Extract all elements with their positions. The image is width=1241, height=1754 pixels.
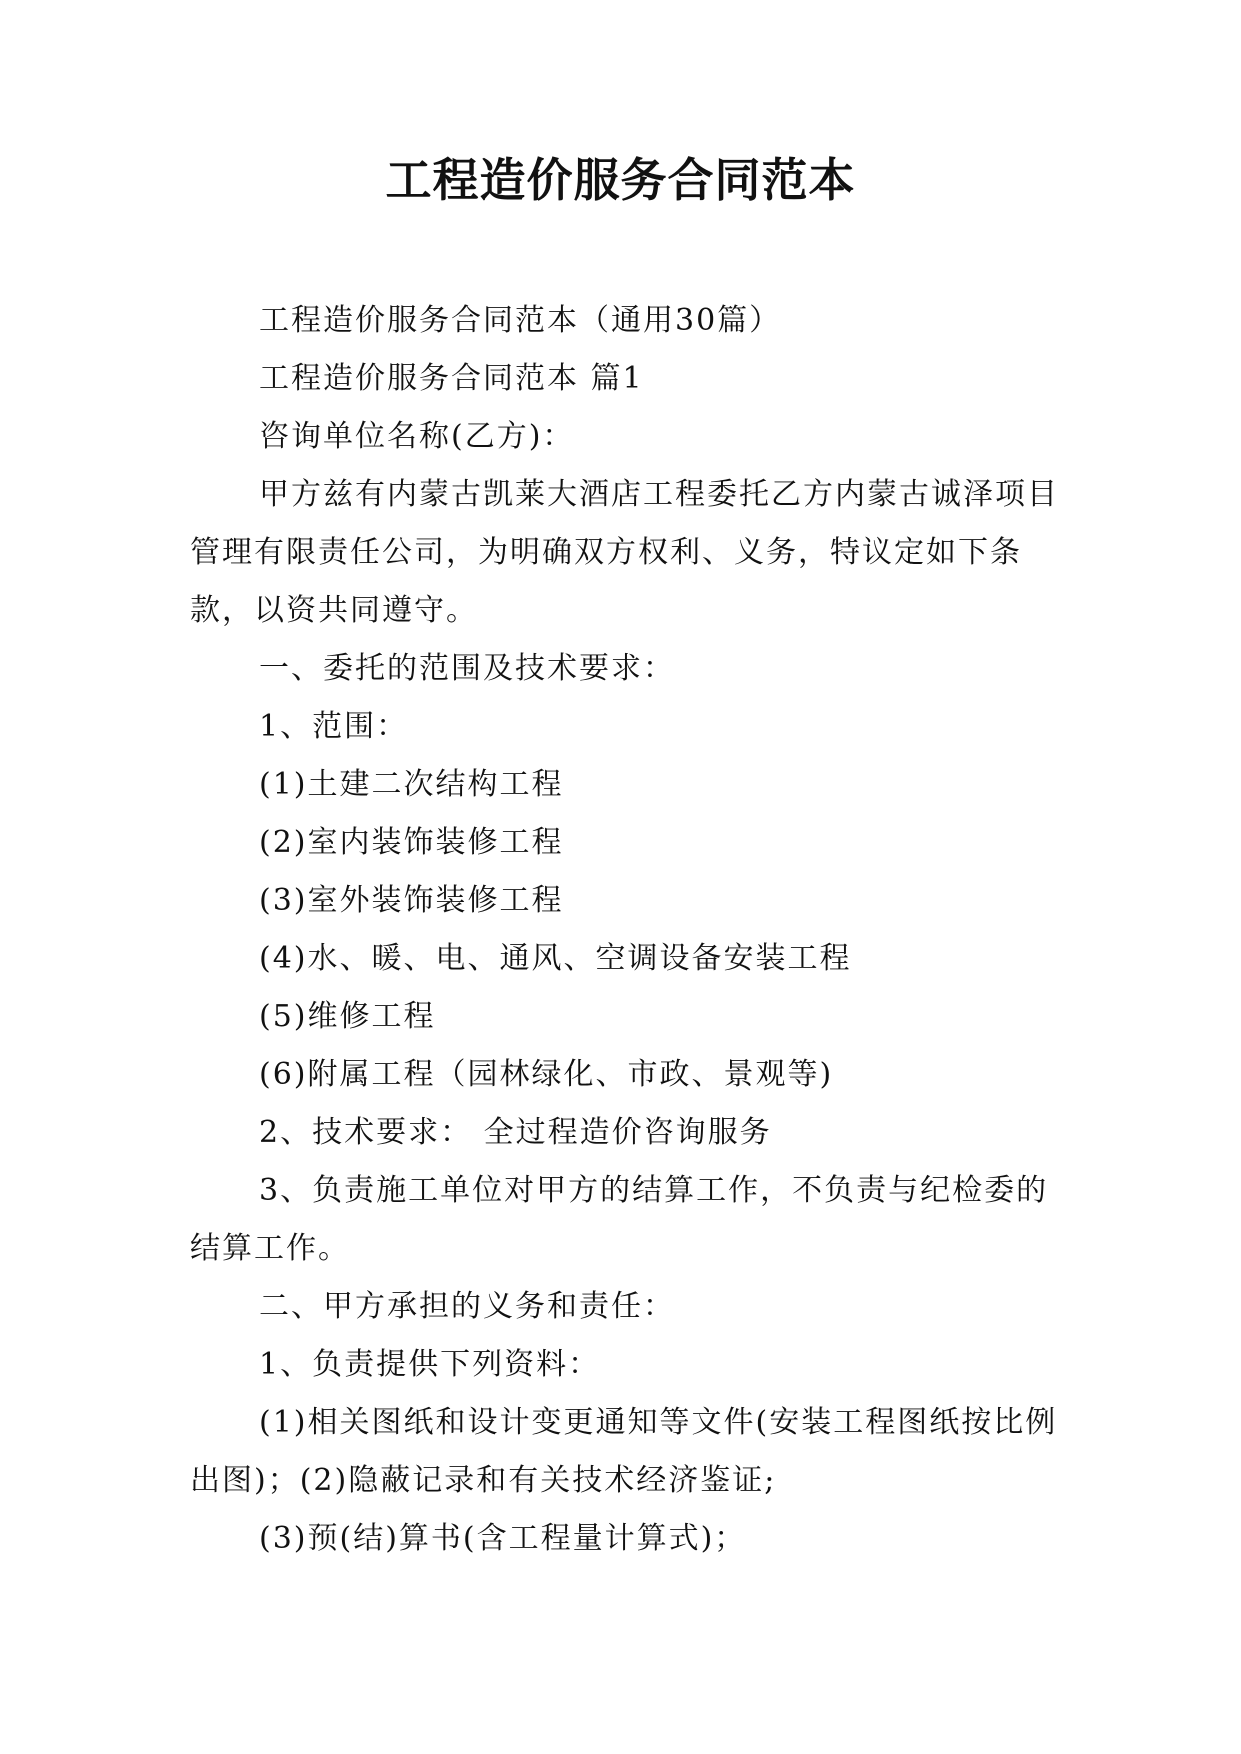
list-item-scope-4: (4)水、暖、电、通风、空调设备安装工程	[259, 941, 852, 976]
paragraph-materials-label: 1、负责提供下列资料：	[259, 1347, 601, 1382]
list-item-materials-1-2: (1)相关图纸和设计变更通知等文件(安装工程图纸按比例出图)；(2)隐蔽记录和有关技术经济鉴证;	[190, 1405, 1058, 1498]
list-item-scope-5: (5)维修工程	[259, 999, 436, 1034]
section-heading-scope: 一、委托的范围及技术要求：	[259, 651, 675, 686]
document-title: 工程造价服务合同范本	[385, 153, 856, 207]
paragraph-part-heading: 工程造价服务合同范本 篇1	[259, 361, 644, 396]
document-body	[190, 292, 1060, 1568]
paragraph-consultant-name: 咨询单位名称(乙方)：	[259, 419, 575, 454]
list-item-scope-2: (2)室内装饰装修工程	[259, 825, 564, 860]
paragraph-intro: 甲方兹有内蒙古凯莱大酒店工程委托乙方内蒙古诚泽项目管理有限责任公司，为明确双方权利、义务，特议定如下条款，以资共同遵守。	[190, 477, 1059, 628]
list-item-scope-1: (1)土建二次结构工程	[259, 767, 564, 802]
paragraph-settlement-responsibility: 3、负责施工单位对甲方的结算工作，不负责与纪检委的结算工作。	[190, 1173, 1049, 1266]
list-item-materials-3: (3)预(结)算书(含工程量计算式)；	[259, 1521, 747, 1556]
paragraph-technical-requirements: 2、技术要求： 全过程造价咨询服务	[259, 1115, 772, 1150]
paragraph-scope-label: 1、范围：	[259, 709, 409, 744]
paragraph-subtitle: 工程造价服务合同范本（通用30篇）	[259, 303, 782, 338]
list-item-scope-6: (6)附属工程（园林绿化、市政、景观等)	[259, 1057, 834, 1092]
section-heading-party-a-duties: 二、甲方承担的义务和责任：	[259, 1289, 675, 1324]
list-item-scope-3: (3)室外装饰装修工程	[259, 883, 564, 918]
